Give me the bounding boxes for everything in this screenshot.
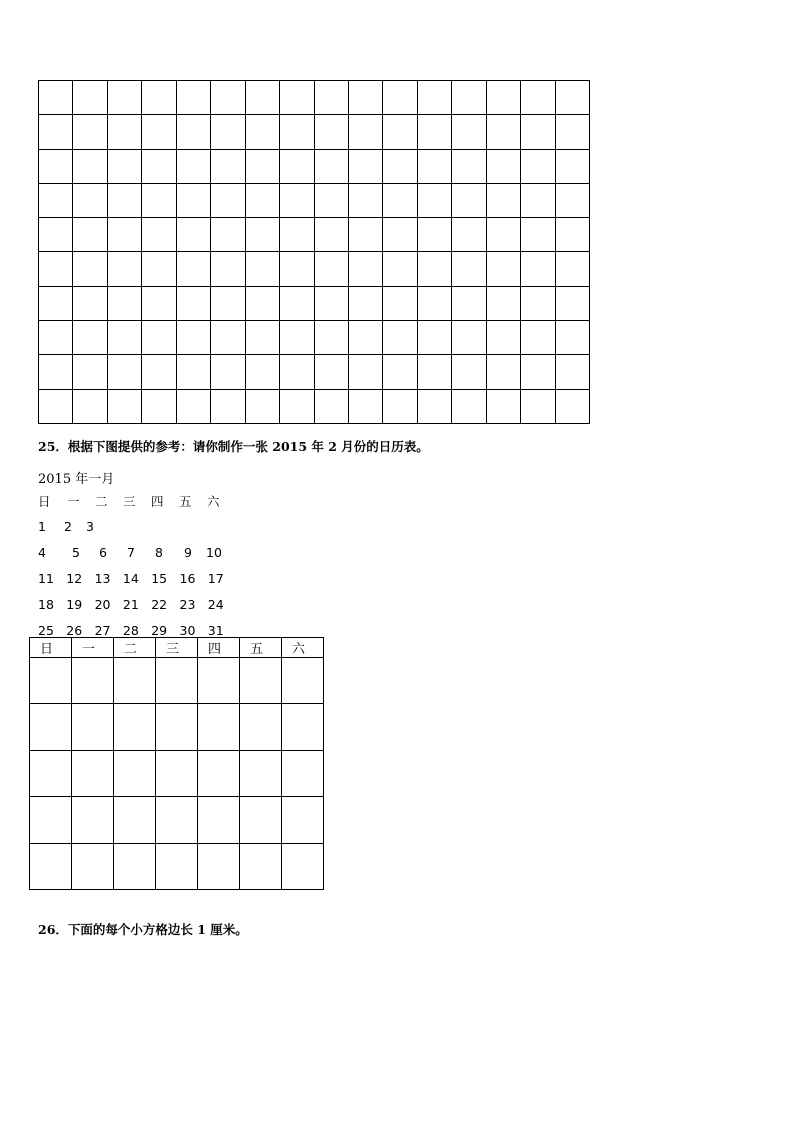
header-thu: 四: [198, 638, 240, 658]
calendar-empty-cell[interactable]: [114, 797, 156, 843]
calendar-empty-row: [30, 797, 324, 843]
grid-cell: [39, 149, 73, 183]
grid-cell: [417, 218, 451, 252]
grid-cell: [245, 321, 279, 355]
grid-cell: [486, 218, 520, 252]
grid-cell: [39, 389, 73, 423]
grid-cell: [142, 389, 176, 423]
calendar-empty-cell[interactable]: [72, 658, 114, 704]
grid-cell: [73, 252, 107, 286]
grid-cell: [73, 321, 107, 355]
grid-cell: [39, 183, 73, 217]
grid-cell: [417, 321, 451, 355]
grid-cell: [280, 115, 314, 149]
calendar-empty-cell[interactable]: [156, 750, 198, 796]
grid-cell: [211, 355, 245, 389]
grid-cell: [245, 252, 279, 286]
calendar-empty-cell[interactable]: [114, 658, 156, 704]
question-26-text: 26．下面的每个小方格边长 1 厘米。: [38, 922, 248, 937]
grid-cell: [452, 149, 486, 183]
reference-day: 28: [122, 623, 139, 638]
grid-cell: [521, 321, 555, 355]
grid-cell: [555, 218, 589, 252]
grid-cell: [417, 389, 451, 423]
grid-cell: [555, 355, 589, 389]
grid-cell: [245, 389, 279, 423]
grid-cell: [417, 115, 451, 149]
grid-cell: [176, 389, 210, 423]
calendar-empty-cell[interactable]: [30, 797, 72, 843]
grid-cell: [107, 81, 141, 115]
grid-cell: [521, 149, 555, 183]
grid-cell: [280, 183, 314, 217]
calendar-empty-cell[interactable]: [240, 658, 282, 704]
grid-cell: [452, 218, 486, 252]
calendar-empty-row: [30, 704, 324, 750]
grid-cell: [452, 389, 486, 423]
grid-cell: [486, 286, 520, 320]
grid-cell: [176, 115, 210, 149]
grid-cell: [39, 252, 73, 286]
grid-cell: [383, 218, 417, 252]
grid-cell: [39, 115, 73, 149]
reference-weekday: 二: [95, 494, 108, 509]
grid-cell: [280, 252, 314, 286]
calendar-empty-cell[interactable]: [72, 704, 114, 750]
grid-row: [39, 81, 590, 115]
grid-cell: [142, 149, 176, 183]
grid-cell: [280, 286, 314, 320]
grid-cell: [176, 286, 210, 320]
calendar-empty-row: [30, 750, 324, 796]
reference-weekday: 一: [67, 494, 80, 509]
calendar-empty-cell[interactable]: [30, 658, 72, 704]
grid-cell: [142, 252, 176, 286]
reference-weekday: 四: [151, 494, 164, 509]
grid-cell: [314, 286, 348, 320]
calendar-empty-cell[interactable]: [156, 843, 198, 889]
grid-cell: [73, 218, 107, 252]
grid-cell: [245, 149, 279, 183]
grid-cell: [107, 183, 141, 217]
reference-day: 2: [64, 519, 72, 534]
reference-day: 29: [151, 623, 168, 638]
grid-cell: [555, 81, 589, 115]
grid-cell: [383, 355, 417, 389]
reference-day: 18: [38, 597, 54, 612]
grid-cell: [348, 355, 382, 389]
grid-cell: [245, 218, 279, 252]
grid-cell: [486, 321, 520, 355]
grid-cell: [383, 252, 417, 286]
reference-day: 12: [66, 571, 83, 586]
grid-cell: [142, 286, 176, 320]
calendar-empty-cell[interactable]: [72, 797, 114, 843]
reference-day: 11: [38, 571, 54, 586]
calendar-empty-cell[interactable]: [30, 750, 72, 796]
grid-cell: [486, 149, 520, 183]
grid-cell: [452, 286, 486, 320]
grid-row: [39, 321, 590, 355]
grid-cell: [142, 321, 176, 355]
calendar-header-row: [30, 638, 324, 658]
grid-cell: [383, 183, 417, 217]
grid-row: [39, 218, 590, 252]
reference-day: 15: [151, 571, 168, 586]
header-sun: 日: [30, 638, 72, 658]
calendar-empty-cell[interactable]: [114, 750, 156, 796]
reference-weekday: 日: [38, 494, 51, 509]
grid-cell: [314, 389, 348, 423]
grid-cell: [348, 115, 382, 149]
grid-cell: [314, 81, 348, 115]
grid-cell: [521, 286, 555, 320]
grid-cell: [555, 389, 589, 423]
grid-cell: [521, 115, 555, 149]
reference-weekday: 三: [123, 494, 136, 509]
grid-cell: [176, 218, 210, 252]
grid-cell: [107, 286, 141, 320]
grid-cell: [176, 183, 210, 217]
calendar-empty-cell[interactable]: [72, 843, 114, 889]
calendar-empty-cell[interactable]: [156, 797, 198, 843]
grid-cell: [176, 149, 210, 183]
grid-cell: [211, 218, 245, 252]
calendar-empty-cell[interactable]: [198, 704, 240, 750]
grid-cell: [348, 321, 382, 355]
grid-cell: [73, 286, 107, 320]
grid-cell: [417, 183, 451, 217]
grid-cell: [417, 286, 451, 320]
grid-cell: [452, 321, 486, 355]
grid-cell: [383, 321, 417, 355]
grid-cell: [521, 389, 555, 423]
calendar-empty-cell[interactable]: [282, 843, 324, 889]
calendar-empty-cell[interactable]: [198, 750, 240, 796]
grid-cell: [348, 149, 382, 183]
grid-row: [39, 252, 590, 286]
reference-day: 16: [179, 571, 196, 586]
grid-cell: [280, 355, 314, 389]
calendar-empty-cell[interactable]: [240, 797, 282, 843]
grid-cell: [314, 218, 348, 252]
reference-day: 17: [207, 571, 224, 586]
grid-cell: [245, 183, 279, 217]
top-square-grid: [38, 80, 590, 424]
reference-day: 24: [207, 597, 224, 612]
calendar-empty-cell[interactable]: [282, 658, 324, 704]
reference-day: 21: [122, 597, 139, 612]
calendar-empty-cell[interactable]: [156, 658, 198, 704]
calendar-empty-cell[interactable]: [240, 843, 282, 889]
grid-cell: [383, 81, 417, 115]
grid-cell: [486, 389, 520, 423]
calendar-empty-cell[interactable]: [114, 843, 156, 889]
reference-day: 10: [206, 545, 222, 560]
grid-cell: [521, 218, 555, 252]
grid-cell: [314, 252, 348, 286]
grid-row: [39, 115, 590, 149]
header-mon: 一: [72, 638, 114, 658]
grid-cell: [211, 286, 245, 320]
calendar-empty-cell[interactable]: [114, 704, 156, 750]
grid-cell: [245, 81, 279, 115]
reference-day: 19: [66, 597, 83, 612]
grid-cell: [211, 389, 245, 423]
reference-day: 6: [99, 545, 107, 560]
grid-cell: [486, 252, 520, 286]
grid-cell: [211, 183, 245, 217]
grid-cell: [383, 286, 417, 320]
grid-cell: [39, 81, 73, 115]
grid-cell: [176, 252, 210, 286]
grid-cell: [314, 149, 348, 183]
grid-cell: [176, 81, 210, 115]
reference-day: 5: [72, 545, 80, 560]
grid-cell: [314, 115, 348, 149]
grid-cell: [211, 81, 245, 115]
grid-cell: [107, 218, 141, 252]
calendar-empty-cell[interactable]: [30, 843, 72, 889]
grid-cell: [555, 321, 589, 355]
grid-cell: [280, 321, 314, 355]
grid-cell: [452, 355, 486, 389]
reference-day: 25: [38, 623, 54, 638]
grid-cell: [452, 115, 486, 149]
grid-cell: [142, 355, 176, 389]
calendar-empty-cell[interactable]: [198, 658, 240, 704]
header-fri: 五: [240, 638, 282, 658]
grid-cell: [486, 115, 520, 149]
calendar-empty-cell[interactable]: [240, 750, 282, 796]
grid-cell: [211, 252, 245, 286]
grid-cell: [348, 81, 382, 115]
grid-cell: [39, 355, 73, 389]
reference-calendar-title: 2015 年一月: [38, 472, 115, 487]
grid-cell: [383, 149, 417, 183]
grid-cell: [486, 81, 520, 115]
grid-row: [39, 183, 590, 217]
reference-day: 27: [94, 623, 111, 638]
grid-cell: [555, 252, 589, 286]
calendar-empty-row: [30, 843, 324, 889]
grid-cell: [314, 355, 348, 389]
grid-cell: [280, 389, 314, 423]
grid-cell: [245, 286, 279, 320]
grid-cell: [314, 183, 348, 217]
reference-day: 23: [179, 597, 196, 612]
grid-cell: [383, 115, 417, 149]
reference-day: 8: [155, 545, 163, 560]
grid-cell: [521, 81, 555, 115]
grid-cell: [107, 321, 141, 355]
grid-cell: [107, 355, 141, 389]
calendar-empty-cell[interactable]: [282, 797, 324, 843]
reference-weekday: 六: [207, 494, 220, 509]
grid-cell: [176, 321, 210, 355]
reference-day: 7: [127, 545, 135, 560]
grid-cell: [555, 115, 589, 149]
header-tue: 二: [114, 638, 156, 658]
grid-cell: [348, 252, 382, 286]
calendar-empty-row: [30, 658, 324, 704]
reference-day: 14: [122, 571, 139, 586]
grid-cell: [383, 389, 417, 423]
blank-february-calendar: [29, 637, 324, 890]
grid-cell: [142, 183, 176, 217]
reference-day: 30: [179, 623, 196, 638]
grid-cell: [39, 218, 73, 252]
grid-cell: [73, 183, 107, 217]
grid-cell: [73, 81, 107, 115]
header-wed: 三: [156, 638, 198, 658]
reference-day: 20: [94, 597, 111, 612]
calendar-empty-cell[interactable]: [30, 704, 72, 750]
grid-cell: [107, 149, 141, 183]
grid-cell: [348, 218, 382, 252]
reference-day: 4: [38, 545, 46, 560]
grid-cell: [211, 321, 245, 355]
grid-cell: [452, 252, 486, 286]
calendar-empty-cell[interactable]: [198, 843, 240, 889]
grid-cell: [452, 183, 486, 217]
question-25-text: 25．根据下图提供的参考：请你制作一张 2015 年 2 月份的日历表。: [38, 439, 429, 454]
grid-cell: [142, 81, 176, 115]
grid-cell: [486, 183, 520, 217]
grid-cell: [417, 149, 451, 183]
reference-day: 13: [94, 571, 111, 586]
grid-cell: [176, 355, 210, 389]
grid-cell: [211, 115, 245, 149]
grid-cell: [555, 149, 589, 183]
grid-row: [39, 389, 590, 423]
grid-cell: [73, 149, 107, 183]
reference-day: 22: [151, 597, 168, 612]
grid-cell: [348, 389, 382, 423]
calendar-empty-cell[interactable]: [156, 704, 198, 750]
reference-day: 26: [66, 623, 83, 638]
grid-cell: [280, 149, 314, 183]
grid-cell: [211, 149, 245, 183]
grid-cell: [417, 355, 451, 389]
grid-cell: [521, 183, 555, 217]
calendar-empty-cell[interactable]: [282, 704, 324, 750]
reference-day: 31: [207, 623, 224, 638]
grid-cell: [142, 218, 176, 252]
grid-cell: [348, 286, 382, 320]
grid-cell: [245, 355, 279, 389]
header-sat: 六: [282, 638, 324, 658]
grid-row: [39, 149, 590, 183]
grid-cell: [245, 115, 279, 149]
grid-cell: [107, 252, 141, 286]
grid-cell: [142, 115, 176, 149]
grid-cell: [107, 115, 141, 149]
reference-day: 3: [86, 519, 94, 534]
grid-cell: [39, 321, 73, 355]
grid-cell: [348, 183, 382, 217]
grid-cell: [521, 252, 555, 286]
grid-cell: [521, 355, 555, 389]
grid-cell: [280, 81, 314, 115]
reference-weekday: 五: [179, 494, 192, 509]
reference-day: 9: [184, 545, 192, 560]
grid-cell: [417, 252, 451, 286]
grid-cell: [107, 389, 141, 423]
grid-cell: [452, 81, 486, 115]
grid-row: [39, 286, 590, 320]
grid-cell: [555, 286, 589, 320]
grid-cell: [314, 321, 348, 355]
calendar-empty-cell[interactable]: [240, 704, 282, 750]
grid-cell: [417, 81, 451, 115]
grid-cell: [555, 183, 589, 217]
grid-cell: [280, 218, 314, 252]
calendar-empty-cell[interactable]: [198, 797, 240, 843]
grid-cell: [73, 389, 107, 423]
grid-cell: [73, 115, 107, 149]
reference-day: 1: [38, 519, 46, 534]
grid-cell: [486, 355, 520, 389]
grid-cell: [39, 286, 73, 320]
grid-row: [39, 355, 590, 389]
calendar-empty-cell[interactable]: [282, 750, 324, 796]
grid-cell: [73, 355, 107, 389]
calendar-empty-cell[interactable]: [72, 750, 114, 796]
